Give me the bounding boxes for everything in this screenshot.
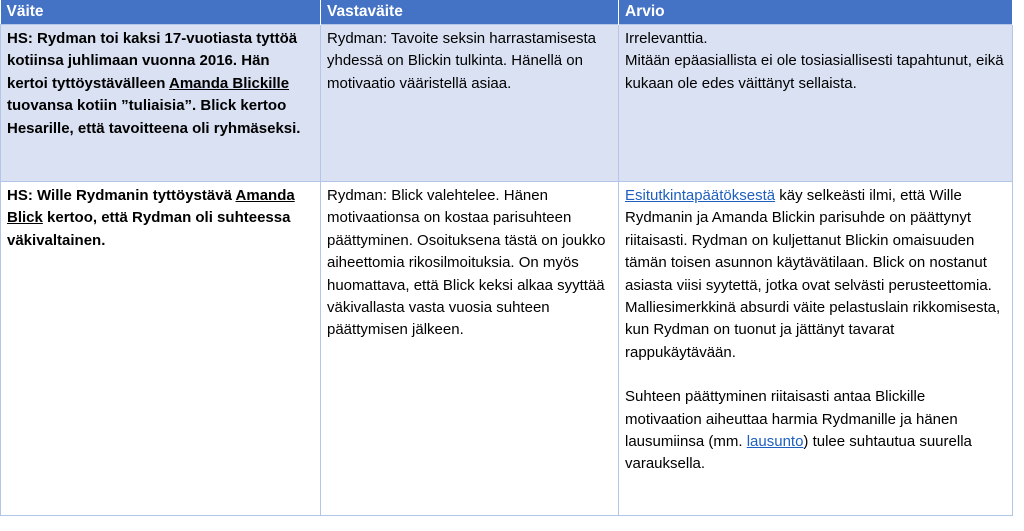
pretrial-decision-link[interactable]: Esitutkintapäätöksestä (625, 187, 776, 204)
assessment-paragraph (625, 386, 1006, 476)
claim-text-end: kertoo, että Rydman oli suhteessa väkivaltainen. (7, 209, 291, 249)
paragraph-gap (625, 364, 1006, 386)
claim-text-end: tuovansa kotiin ”tuliaisia”. Blick kertoo Hesarille, että tavoitteena oli ryhmäseksi. (7, 97, 301, 137)
assessment-paragraph: Mitään epäasiallista ei ole tosiasiallisesti tapahtunut, eikä kukaan ole edes väittänyt sellaista. (625, 52, 1004, 92)
claim-text: HS: Rydman toi kaksi 17-vuotiasta tyttöä kotiinsa juhlimaan vuonna 2016. Hän kertoi tyttöystävälleen (7, 30, 298, 92)
statement-link[interactable]: lausunto (746, 433, 804, 451)
counterclaim-cell: Rydman: Tavoite seksin harrastamisesta yhdessä on Blickin tulkinta. Hänellä on motivaatio vääristellä asiaa. (321, 25, 619, 182)
counterclaim-cell: Rydman: Blick valehtelee. Hänen motivaationsa on kostaa parisuhteen päättyminen. Osoituksena tästä on joukko aiheettomia rikosilmoituksia. On myös huomattava, että Blick keksi alkaa syyttää väkivallasta vasta vuosia suhteen päättymisen jälkeen. (321, 182, 619, 516)
header-assessment: Arvio (619, 0, 1013, 25)
assessment-text: Suhteen päättyminen riitaisasti antaa Blickille motivaation aiheuttaa harmia Rydmanille ja hänen lausumiinsa (mm. (625, 388, 958, 451)
table-row (1, 182, 1013, 516)
assessment-text-end: ) tulee suhtautua suurella varauksella. (625, 433, 972, 473)
assessment-cell (619, 182, 1013, 516)
table-header-row (1, 0, 1013, 25)
claim-cell (1, 182, 321, 516)
assessment-text: käy selkeästi ilmi, että Wille Rydmanin ja Amanda Blickin parisuhde on päättynyt riitaisasti. Rydman on kuljettanut Blickin omaisuuden tämän toisen asunnon käytävätilaan. Blick on nostanut asiasta viisi syytettä, jotka ovat selvästi perusteettomia. Malliesimerkkinä absurdi väite pelastuslain rikkomisesta, kun Rydman on tuonut ja jättänyt tavarat rappukäytävään. (625, 187, 1001, 361)
table-row (1, 25, 1013, 182)
claim-name: Amanda Blickille (169, 74, 290, 92)
claim-cell (1, 25, 321, 182)
assessment-cell (619, 25, 1013, 182)
assessment-paragraph: Irrelevanttia. (625, 30, 708, 47)
header-claim: Väite (1, 0, 321, 25)
claim-text: HS: Wille Rydmanin tyttöystävä (7, 187, 236, 204)
claim-name: Amanda Blick (7, 187, 295, 227)
header-counterclaim: Vastaväite (321, 0, 619, 25)
assessment-paragraph (625, 185, 1006, 364)
